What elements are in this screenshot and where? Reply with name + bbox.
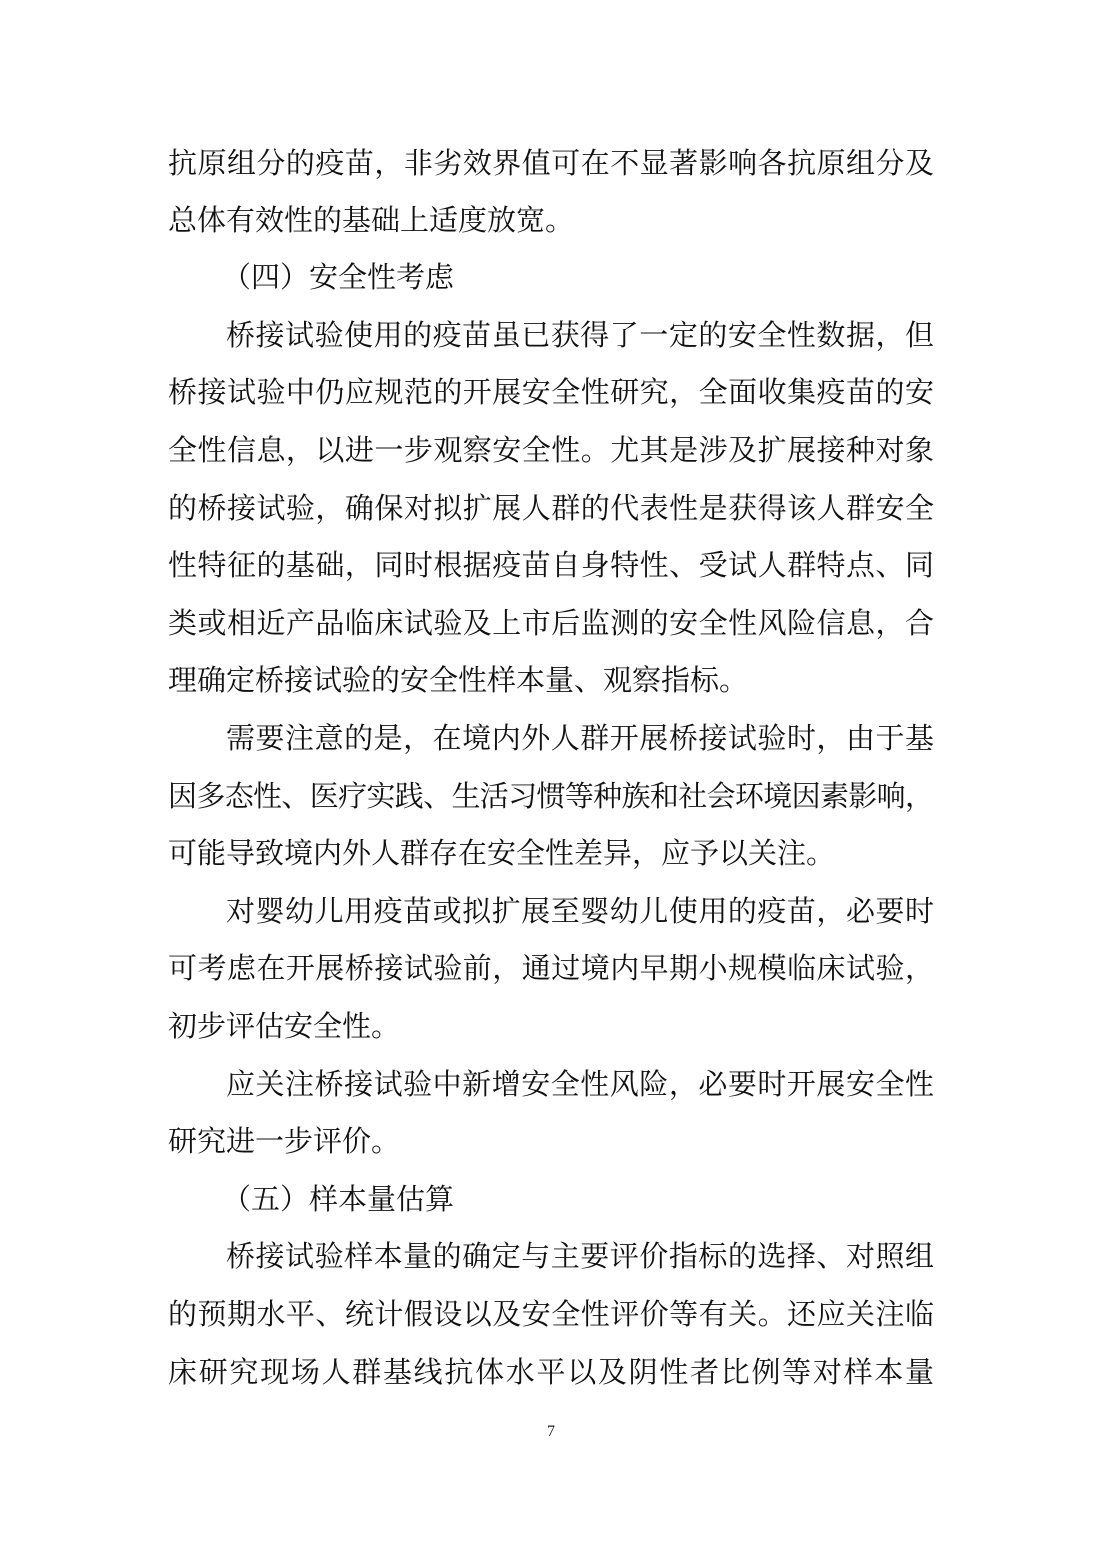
section-heading (0, 1179, 1102, 1219)
text-line (0, 315, 1102, 355)
line-text: 性特征的基础，同时根据疫苗自身特性、受试人群特点、同 (168, 548, 935, 582)
text-line (0, 1121, 1102, 1161)
text-line (0, 1236, 1102, 1276)
line-text: 类或相近产品临床试验及上市后监测的安全性风险信息，合 (168, 606, 935, 640)
text-line (0, 545, 1102, 585)
line-text: 桥接试验样本量的确定与主要评价指标的选择、对照组 (226, 1239, 935, 1273)
line-text: 桥接试验使用的疫苗虽已获得了一定的安全性数据，但 (226, 318, 935, 352)
text-line (0, 776, 1102, 816)
section-heading-text: （五）样本量估算 (222, 1182, 455, 1216)
text-line (0, 200, 1102, 240)
line-text: 的预期水平、统计假设以及安全性评价等有关。还应关注临 (168, 1297, 935, 1331)
line-text: 全性信息，以进一步观察安全性。尤其是涉及扩展接种对象 (168, 433, 935, 467)
line-text: 桥接试验中仍应规范的开展安全性研究，全面收集疫苗的安 (168, 375, 935, 409)
line-text: 理确定桥接试验的安全性样本量、观察指标。 (168, 663, 749, 697)
text-line (0, 1006, 1102, 1046)
line-text: 初步评估安全性。 (168, 1009, 401, 1043)
line-text: 抗原组分的疫苗，非劣效界值可在不显著影响各抗原组分及 (168, 146, 935, 180)
text-line (0, 603, 1102, 643)
text-line (0, 372, 1102, 412)
text-line (0, 891, 1102, 931)
text-line (0, 833, 1102, 873)
line-text: 需要注意的是，在境内外人群开展桥接试验时，由于基 (226, 721, 935, 755)
line-text: 对婴幼儿用疫苗或拟扩展至婴幼儿使用的疫苗，必要时 (226, 894, 935, 928)
text-line (0, 1352, 1102, 1392)
text-line (0, 430, 1102, 470)
line-text: 应关注桥接试验中新增安全性风险，必要时开展安全性 (226, 1067, 935, 1101)
page-number: 7 (547, 1423, 555, 1440)
line-text: 因多态性、医疗实践、生活习惯等种族和社会环境因素影响， (168, 779, 934, 813)
text-line (0, 1064, 1102, 1104)
line-text: 总体有效性的基础上适度放宽。 (168, 203, 575, 237)
line-text: 可能导致境内外人群存在安全性差异，应予以关注。 (168, 836, 836, 870)
line-text: 研究进一步评价。 (168, 1124, 401, 1158)
text-line (0, 718, 1102, 758)
text-line (0, 660, 1102, 700)
text-line (0, 1294, 1102, 1334)
line-text: 床研究现场人群基线抗体水平以及阴性者比例等对样本量 (168, 1355, 936, 1389)
text-line (0, 143, 1102, 183)
line-text: 的桥接试验，确保对拟扩展人群的代表性是获得该人群安全 (168, 491, 935, 525)
text-line (0, 948, 1102, 988)
section-heading-text: （四）安全性考虑 (222, 260, 455, 294)
text-line (0, 488, 1102, 528)
section-heading (0, 257, 1102, 297)
line-text: 可考虑在开展桥接试验前，通过境内早期小规模临床试验， (168, 951, 935, 985)
